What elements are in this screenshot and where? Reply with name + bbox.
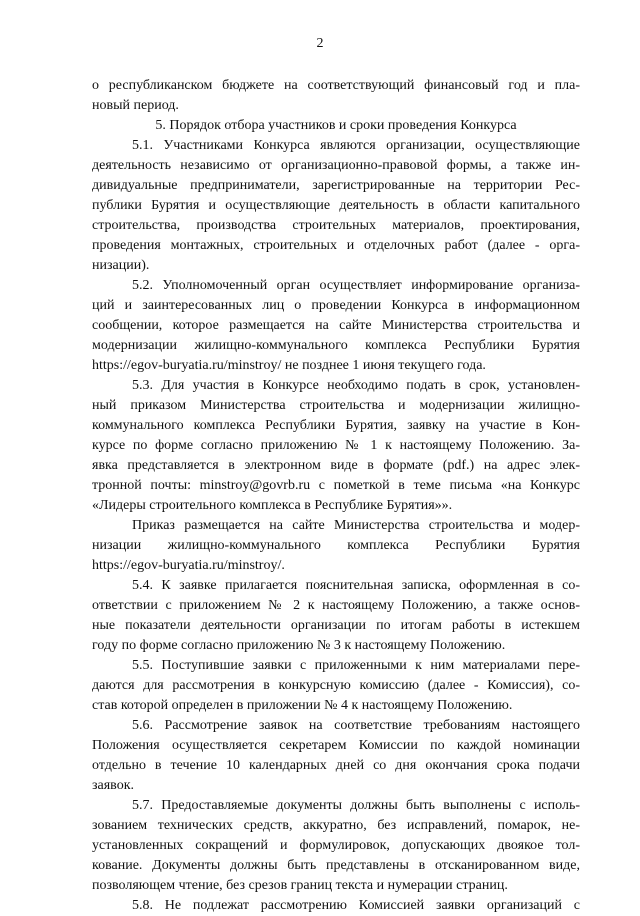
intro-line: о республиканском бюджете на соответствующий финансовый год и пла- [92,78,580,93]
paragraph-line: строительства, производства строительных материалов, проектирования, [92,218,580,233]
paragraph-line: модернизации жилищно-коммунального комплекса Республики Бурятия [92,338,580,353]
paragraph-line: 5.1. Участниками Конкурса являются организации, осуществляющие [132,138,580,153]
paragraph-line: 5.2. Уполномоченный орган осуществляет информирование организа- [132,278,580,293]
paragraph-line: https://egov-buryatia.ru/minstroy/ не позднее 1 июня текущего года. [92,358,486,373]
paragraph-line: 5.5. Поступившие заявки с приложенными к ним материалами пере- [132,658,580,673]
paragraph-line: установленных сокращений и формулировок, допускающих двоякое тол- [92,838,580,853]
paragraph-line: коммунального комплекса Республики Бурятия, заявку на участие в Кон- [92,418,580,433]
paragraph-line: дивидуальные предприниматели, зарегистрированные на территории Рес- [92,178,580,193]
intro-line: новый период. [92,98,179,113]
paragraph-line: сообщении, которое размещается на сайте Министерства строительства и [92,318,580,333]
paragraph-line: году по форме согласно приложению № 3 к настоящему Положению. [92,638,506,653]
paragraph-line: «Лидеры строительного комплекса в Республике Бурятия»». [92,498,453,513]
paragraph-line: ный приказом Министерства строительства и модернизации жилищно- [92,398,580,413]
paragraph-line: низации жилищно-коммунального комплекса Республики Бурятия [92,538,580,553]
paragraph-line: 5.4. К заявке прилагается пояснительная записка, оформленная в со- [132,578,580,593]
paragraph-line: ответствии с приложением № 2 к настоящему Положению, а также основ- [92,598,580,613]
paragraph-line: тронной почты: minstroy@govrb.ru с пометкой в теме письма «на Конкурс [92,478,580,493]
paragraph-line: публики Бурятия и осуществляющие деятельность в области капитального [92,198,580,213]
paragraph-line: https://egov-buryatia.ru/minstroy/. [92,558,285,573]
paragraph-line: Приказ размещается на сайте Министерства строительства и модер- [132,518,580,533]
paragraph-line: явка представляется в электронном виде в формате (pdf.) на адрес элек- [92,458,580,473]
paragraph-line: проведения монтажных, строительных и отделочных работ (далее - орга- [92,238,580,253]
document-body [92,76,580,916]
paragraph-line: кование. Документы должны быть представлены в отсканированном виде, [92,858,580,873]
paragraph-line: деятельность независимо от организационно-правовой формы, а также ин- [92,158,580,173]
paragraph-line: ные показатели деятельности организации по итогам работы в истекшем [92,618,580,633]
paragraph-line: зованием технических средств, аккуратно, без исправлений, помарок, не- [92,818,580,833]
paragraph-line: 5.8. Не подлежат рассмотрению Комиссией заявки организаций с [132,898,580,913]
paragraph-line: позволяющем чтение, без срезов границ текста и нумерации страниц. [92,878,508,893]
paragraph-line: даются для рассмотрения в конкурсную комиссию (далее - Комиссия), со- [92,678,580,693]
paragraph-line: ций и заинтересованных лиц о проведении Конкурса в информационном [92,298,580,313]
paragraph-line: 5.3. Для участия в Конкурсе необходимо подать в срок, установлен- [132,378,580,393]
paragraph-line: став которой определен в приложении № 4 к настоящему Положению. [92,698,513,713]
paragraph-line: Положения осуществляется секретарем Комиссии по каждой номинации [92,738,580,753]
paragraph-line: заявок. [92,778,134,793]
paragraph-line: отдельно в течение 10 календарных дней со дня окончания срока подачи [92,758,580,773]
paragraph-line: 5.7. Предоставляемые документы должны быть выполнены с исполь- [132,798,580,813]
section-heading: 5. Порядок отбора участников и сроки проведения Конкурса [155,118,517,133]
paragraph-line: низации). [92,258,150,273]
paragraph-line: 5.6. Рассмотрение заявок на соответствие требованиям настоящего [132,718,580,733]
page-number: 2 [316,36,324,51]
paragraph-line: курсе по форме согласно приложению № 1 к настоящему Положению. За- [92,438,580,453]
